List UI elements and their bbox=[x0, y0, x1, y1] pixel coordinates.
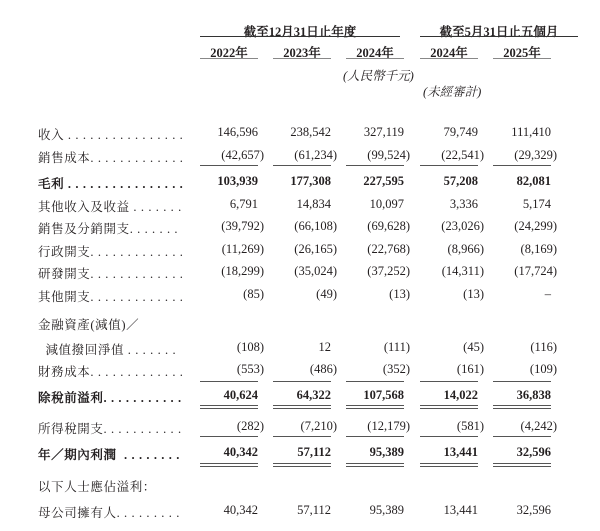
cell-value: (553) bbox=[236, 362, 264, 376]
subtotal-rule bbox=[200, 165, 258, 166]
row-label: 其他開支. . . . . . . . . . . . . bbox=[38, 290, 184, 304]
cell-value: (109) bbox=[529, 362, 557, 376]
cell-value: 95,389 bbox=[369, 445, 404, 459]
subtotal-rule bbox=[420, 381, 478, 382]
row-label: 其他收入及收益 . . . . . . . bbox=[38, 200, 182, 214]
total-double-rule bbox=[200, 463, 258, 467]
row-label: 行政開支. . . . . . . . . . . . . bbox=[38, 245, 184, 259]
row-label: 所得稅開支. . . . . . . . . . . bbox=[38, 422, 182, 436]
year-header-2024: 2024年 bbox=[346, 43, 404, 61]
year-header-2023: 2023年 bbox=[273, 43, 331, 61]
cell-value: (13) bbox=[463, 287, 484, 301]
cell-value: 177,308 bbox=[290, 174, 331, 188]
cell-value: 57,112 bbox=[297, 503, 331, 517]
cell-value: (486) bbox=[309, 362, 337, 376]
cell-value: (42,657) bbox=[221, 148, 264, 162]
cell-value: 57,208 bbox=[443, 174, 478, 188]
five-month-period-label: 截至5月31日止五個月 bbox=[439, 25, 559, 39]
cell-value: (69,628) bbox=[367, 219, 410, 233]
cell-value: (581) bbox=[456, 419, 484, 433]
year-header-2022: 2022年 bbox=[200, 43, 258, 61]
row-label: 研發開支. . . . . . . . . . . . . bbox=[38, 267, 184, 281]
annual-period-header bbox=[200, 22, 400, 40]
total-double-rule bbox=[273, 405, 331, 409]
row-label: 銷售成本. . . . . . . . . . . . . bbox=[38, 151, 184, 165]
subtotal-rule bbox=[200, 381, 258, 382]
table-row-other-expenses bbox=[0, 287, 600, 307]
table-row-selling-expenses bbox=[0, 219, 600, 239]
subtotal-rule bbox=[493, 165, 551, 166]
row-label: 以下人士應佔溢利： bbox=[38, 480, 156, 494]
cell-value: 64,322 bbox=[296, 388, 331, 402]
year-header-2025-5m: 2025年 bbox=[493, 43, 551, 61]
unaudited-note: (未經審計) bbox=[423, 85, 482, 99]
annual-period-label: 截至12月31日止年度 bbox=[243, 25, 357, 39]
total-double-rule bbox=[346, 405, 404, 409]
cell-value: (35,024) bbox=[294, 264, 337, 278]
cell-value: (49) bbox=[316, 287, 337, 301]
row-label: 年／期內利潤 . . . . . . . . bbox=[38, 448, 180, 462]
cell-value: 10,097 bbox=[369, 197, 404, 211]
header-rule bbox=[200, 36, 400, 37]
cell-value: (12,179) bbox=[367, 419, 410, 433]
cell-value: 79,749 bbox=[443, 125, 478, 139]
cell-value: (37,252) bbox=[367, 264, 410, 278]
table-row-profit-for-period bbox=[0, 445, 600, 465]
cell-value: 32,596 bbox=[516, 445, 551, 459]
cell-value: (14,311) bbox=[441, 264, 484, 278]
cell-value: 40,342 bbox=[223, 503, 258, 517]
cell-value: (24,299) bbox=[514, 219, 557, 233]
cell-value: (8,169) bbox=[520, 242, 557, 256]
subtotal-rule bbox=[346, 381, 404, 382]
cell-value: 14,834 bbox=[296, 197, 331, 211]
cell-value: 327,119 bbox=[363, 125, 404, 139]
row-label: 毛利 . . . . . . . . . . . . . . . . bbox=[38, 177, 184, 191]
total-double-rule bbox=[200, 405, 258, 409]
row-label: 金融資產(減值)／ bbox=[38, 318, 140, 332]
table-row-rnd-expenses bbox=[0, 264, 600, 284]
table-row-impairment-header bbox=[0, 315, 600, 335]
year-header-2024-5m: 2024年 bbox=[420, 43, 478, 61]
cell-value: 82,081 bbox=[516, 174, 551, 188]
total-double-rule bbox=[493, 463, 551, 467]
cell-value: (116) bbox=[530, 340, 557, 354]
subtotal-rule bbox=[273, 381, 331, 382]
subtotal-rule bbox=[200, 436, 258, 437]
total-double-rule bbox=[273, 463, 331, 467]
cell-value: (111) bbox=[383, 340, 410, 354]
cell-value: (13) bbox=[389, 287, 410, 301]
subtotal-rule bbox=[346, 165, 404, 166]
cell-value: 57,112 bbox=[297, 445, 331, 459]
cell-value: (161) bbox=[456, 362, 484, 376]
cell-value: 146,596 bbox=[217, 125, 258, 139]
cell-value: 3,336 bbox=[449, 197, 478, 211]
cell-value: (11,269) bbox=[221, 242, 264, 256]
cell-value: (29,329) bbox=[514, 148, 557, 162]
total-double-rule bbox=[493, 405, 551, 409]
five-month-period-header bbox=[420, 22, 578, 40]
table-row-other-income bbox=[0, 197, 600, 217]
cell-value: (61,234) bbox=[294, 148, 337, 162]
subtotal-rule bbox=[273, 165, 331, 166]
cell-value: 13,441 bbox=[443, 445, 478, 459]
cell-value: 103,939 bbox=[217, 174, 258, 188]
header-rule bbox=[420, 36, 578, 37]
cell-value: (23,026) bbox=[441, 219, 484, 233]
cell-value: – bbox=[544, 287, 551, 301]
cell-value: (26,165) bbox=[294, 242, 337, 256]
table-row-impairment-net bbox=[0, 340, 600, 360]
cell-value: 36,838 bbox=[516, 388, 551, 402]
subtotal-rule bbox=[420, 436, 478, 437]
cell-value: (282) bbox=[236, 419, 264, 433]
cell-value: 107,568 bbox=[363, 388, 404, 402]
cell-value: (22,541) bbox=[441, 148, 484, 162]
row-label: 銷售及分銷開支. . . . . . . bbox=[38, 222, 179, 236]
cell-value: 13,441 bbox=[443, 503, 478, 517]
cell-value: (7,210) bbox=[300, 419, 337, 433]
total-double-rule bbox=[420, 463, 478, 467]
cell-value: (22,768) bbox=[367, 242, 410, 256]
row-label: 母公司擁有人. . . . . . . . . bbox=[38, 506, 180, 520]
cell-value: (17,724) bbox=[514, 264, 557, 278]
cell-value: 12 bbox=[318, 340, 331, 354]
cell-value: (39,792) bbox=[221, 219, 264, 233]
cell-value: (66,108) bbox=[294, 219, 337, 233]
cell-value: 95,389 bbox=[369, 503, 404, 517]
table-row-revenue bbox=[0, 125, 600, 145]
cell-value: (85) bbox=[243, 287, 264, 301]
table-row-finance-costs bbox=[0, 362, 600, 382]
cell-value: 14,022 bbox=[443, 388, 478, 402]
row-label: 減值撥回淨值 . . . . . . . bbox=[38, 343, 177, 357]
cell-value: (352) bbox=[382, 362, 410, 376]
total-double-rule bbox=[420, 405, 478, 409]
total-double-rule bbox=[346, 463, 404, 467]
row-label: 除稅前溢利. . . . . . . . . . . bbox=[38, 391, 182, 405]
row-label: 財務成本. . . . . . . . . . . . . bbox=[38, 365, 184, 379]
table-row-admin-expenses bbox=[0, 242, 600, 262]
subtotal-rule bbox=[493, 436, 551, 437]
subtotal-rule bbox=[493, 381, 551, 382]
subtotal-rule bbox=[346, 436, 404, 437]
cell-value: (108) bbox=[236, 340, 264, 354]
table-row-attributable-header bbox=[0, 477, 600, 497]
cell-value: (8,966) bbox=[447, 242, 484, 256]
table-row-gross-profit bbox=[0, 174, 600, 194]
cell-value: 6,791 bbox=[229, 197, 258, 211]
cell-value: (18,299) bbox=[221, 264, 264, 278]
table-row-owners-of-parent bbox=[0, 503, 600, 523]
cell-value: 40,342 bbox=[223, 445, 258, 459]
cell-value: 40,624 bbox=[223, 388, 258, 402]
cell-value: 238,542 bbox=[290, 125, 331, 139]
cell-value: 111,410 bbox=[511, 125, 551, 139]
cell-value: (45) bbox=[463, 340, 484, 354]
subtotal-rule bbox=[273, 436, 331, 437]
subtotal-rule bbox=[420, 165, 478, 166]
cell-value: 32,596 bbox=[516, 503, 551, 517]
cell-value: (99,524) bbox=[367, 148, 410, 162]
cell-value: (4,242) bbox=[520, 419, 557, 433]
cell-value: 227,595 bbox=[363, 174, 404, 188]
cell-value: 5,174 bbox=[522, 197, 551, 211]
row-label: 收入 . . . . . . . . . . . . . . . . bbox=[38, 128, 184, 142]
currency-note: (人民幣千元) bbox=[343, 69, 414, 83]
